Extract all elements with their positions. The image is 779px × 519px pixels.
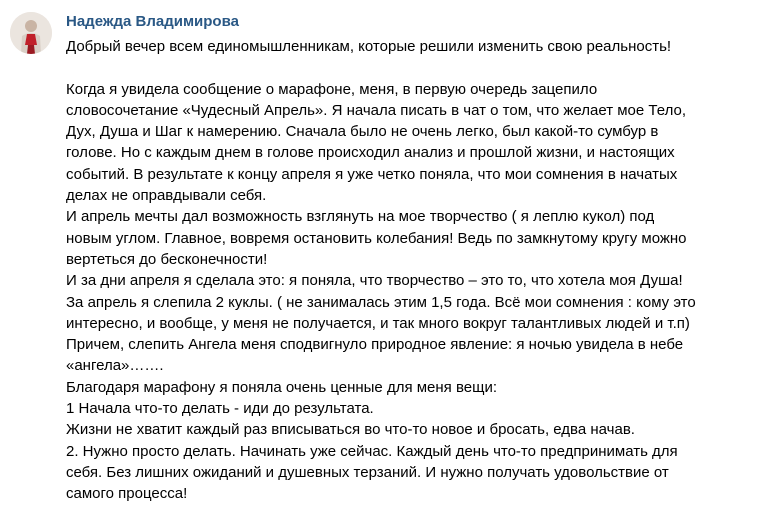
post-text-line: новым углом. Главное, вовремя остановить колебания! Ведь по замкнутому кругу можно bbox=[66, 229, 687, 247]
post-text-line: И апрель мечты дал возможность взглянуть на мое творчество ( я леплю кукол) под bbox=[66, 208, 655, 226]
post-text-line: «ангела»……. bbox=[66, 357, 164, 375]
post-text-line: словосочетание «Чудесный Апрель». Я начала писать в чат о том, что желает мое Тело, bbox=[66, 101, 686, 119]
user-avatar-photo-icon bbox=[10, 12, 52, 54]
post-text-line: 1 Начала что-то делать - иди до результата. bbox=[66, 400, 374, 418]
author-name-link[interactable]: Надежда Владимирова bbox=[66, 13, 239, 30]
post-text-line: Причем, слепить Ангела меня сподвигнуло природное явление: я ночью увидела в небе bbox=[66, 336, 684, 354]
post-text-line: Дух, Душа и Шаг к намерению. Сначала было не очень легко, был какой-то сумбур в bbox=[66, 123, 659, 141]
blank-line bbox=[66, 57, 771, 78]
post-text-line: Когда я увидела сообщение о марафоне, меня, в первую очередь зацепило bbox=[66, 80, 598, 98]
post-text-line: самого процесса! bbox=[66, 485, 188, 503]
post-text-line: делах не оправдывали себя. bbox=[66, 187, 267, 205]
post-text-line: 2. Нужно просто делать. Начинать уже сейчас. Каждый день что-то предпринимать для bbox=[66, 442, 678, 460]
post-text bbox=[66, 36, 771, 505]
post-text-line: Благодаря марафону я поняла очень ценные для меня вещи: bbox=[66, 378, 497, 396]
post-text-line: себя. Без лишних ожиданий и душевных терзаний. И нужно получать удовольствие от bbox=[66, 463, 669, 481]
post-text-line: вертеться до бесконечности! bbox=[66, 250, 268, 268]
post-text-line: Жизни не хватит каждый раз вписываться во что-то новое и бросать, едва начав. bbox=[66, 421, 635, 439]
post-text-line: голове. Но с каждым днем в голове происходил анализ и прошлой жизни, и настоящих bbox=[66, 144, 675, 162]
post-text-line: интересно, и вообще, у меня не получается, и так много вокруг талантливых людей и т.п) bbox=[66, 314, 690, 332]
post-text-line: событий. В результате к концу апреля я уже четко поняла, что мои сомнения в начатых bbox=[66, 165, 678, 183]
post-text-line: За апрель я слепила 2 куклы. ( не занималась этим 1,5 года. Всё мои сомнения : кому это bbox=[66, 293, 696, 311]
author-avatar[interactable] bbox=[10, 12, 52, 54]
post-text-line: И за дни апреля я сделала это: я поняла, что творчество – это то, что хотела моя Душа! bbox=[66, 272, 683, 290]
post-text-line: Добрый вечер всем единомышленникам, которые решили изменить свою реальность! bbox=[66, 38, 672, 55]
